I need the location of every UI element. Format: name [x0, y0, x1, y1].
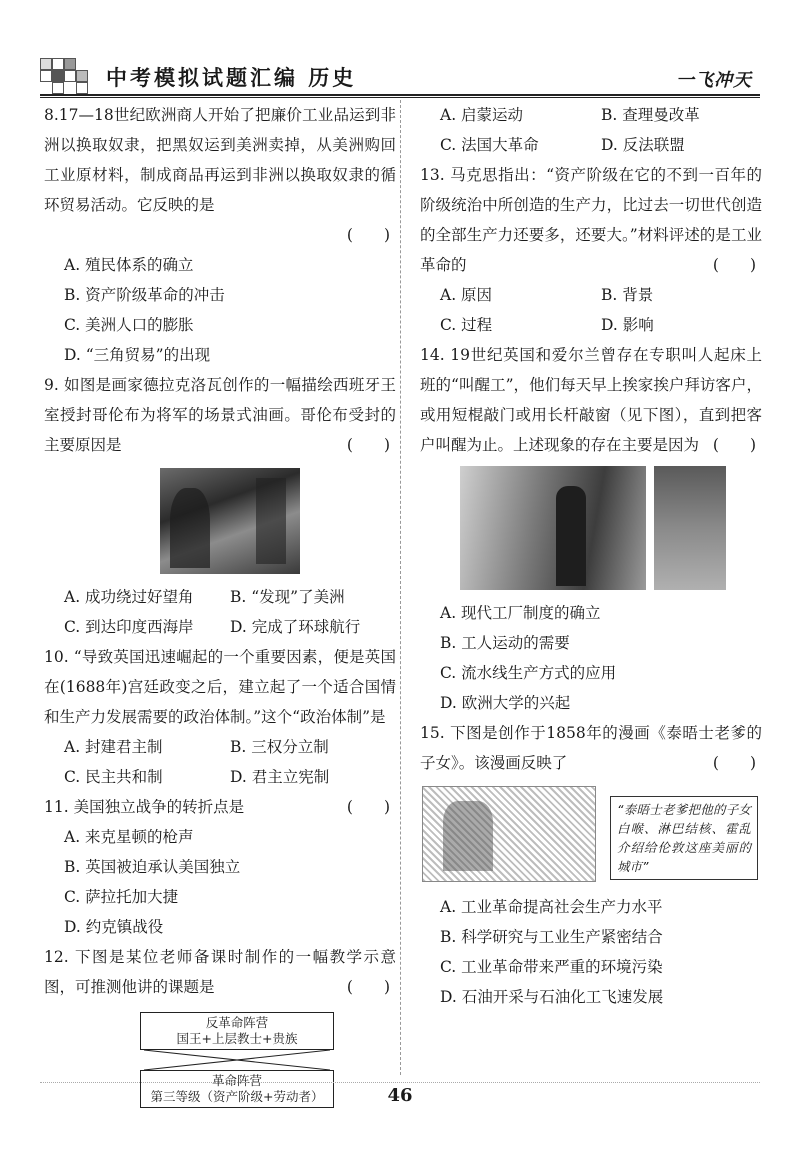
- right-column: [420, 100, 762, 1012]
- knocker-up-photo-left: [460, 466, 646, 590]
- option-a: A. 成功绕过好望角: [64, 588, 194, 606]
- question-9: [44, 370, 396, 642]
- question-13-stem: [420, 160, 762, 280]
- option-c: C. 民主共和制: [64, 768, 163, 786]
- footer-rule: [40, 1082, 760, 1083]
- option-d: D. “三角贸易”的出现: [64, 346, 211, 364]
- answer-bracket: ( ): [712, 256, 756, 274]
- option-c: C. 萨拉托加大捷: [64, 888, 179, 906]
- knocker-up-photo-right: [654, 466, 726, 590]
- option-b: B. 英国被迫承认美国独立: [64, 858, 241, 876]
- answer-bracket: ( ): [712, 436, 756, 454]
- options-row: [44, 762, 396, 792]
- question-11-text: 11. 美国独立战争的转折点是: [44, 798, 245, 816]
- question-14-text: 14. 19世纪英国和爱尔兰曾存在专职叫人起床上班的“叫醒工”，他们每天早上挨家挨户拜访客户，或用短棍敲门或用长杆敲窗（见下图），直到把客户叫醒为止。上述现象的存在主要是因为: [420, 346, 762, 454]
- answer-bracket: ( ): [346, 798, 390, 816]
- diagram-cross-arrows: [140, 1050, 334, 1070]
- question-12-options: [420, 100, 762, 160]
- option-c: C. 过程: [440, 316, 493, 334]
- option-b: B. 科学研究与工业生产紧密结合: [440, 928, 663, 946]
- options-row: [420, 280, 762, 310]
- diagram-box-subtitle: 国王+上层教士+贵族: [176, 1031, 298, 1046]
- question-10: [44, 642, 396, 792]
- question-14: [420, 340, 762, 718]
- options-row: [420, 130, 762, 160]
- question-15-stem: [420, 718, 762, 778]
- options-row: [44, 732, 396, 762]
- option-d: D. 石油开采与石油化工飞速发展: [440, 988, 664, 1006]
- question-9-text: 9. 如图是画家德拉克洛瓦创作的一幅描绘西班牙王室授封哥伦布为将军的场景式油画。哥伦布受封的主要原因是: [44, 376, 396, 454]
- option-c: C. 美洲人口的膨胀: [64, 316, 194, 334]
- header-decoration: [40, 58, 100, 92]
- option-b: B. “发现”了美洲: [230, 588, 345, 606]
- question-15: [420, 718, 762, 1012]
- question-14-stem: [420, 340, 762, 460]
- diagram-box-title: 反革命阵营: [205, 1015, 269, 1030]
- option-c: C. 法国大革命: [440, 136, 539, 154]
- options-row: [420, 100, 762, 130]
- option-d: D. 反法联盟: [601, 136, 685, 154]
- option-a: A. 启蒙运动: [440, 106, 524, 124]
- option-a: A. 来克星顿的枪声: [64, 828, 194, 846]
- thames-cartoon: [422, 786, 762, 886]
- columbus-painting-image: [160, 468, 300, 574]
- options-row: [44, 582, 396, 612]
- option-c: C. 工业革命带来严重的环境污染: [440, 958, 663, 976]
- answer-bracket: ( ): [346, 436, 390, 454]
- header-rule: [40, 94, 760, 96]
- question-10-stem: 10. “导致英国迅速崛起的一个重要因素，便是英国在(1688年)宫廷政变之后，建立起了一个适合国情和生产力发展需要的政治体制。”这个“政治体制”是: [44, 648, 396, 726]
- option-b: B. 资产阶级革命的冲击: [64, 286, 225, 304]
- option-c: C. 到达印度西海岸: [64, 618, 194, 636]
- left-column: [44, 100, 396, 1112]
- option-d: D. 欧洲大学的兴起: [440, 694, 571, 712]
- option-a: A. 封建君主制: [64, 738, 163, 756]
- header-rule-thin: [40, 97, 760, 98]
- cartoon-image: [422, 786, 596, 882]
- option-c: C. 流水线生产方式的应用: [440, 664, 617, 682]
- option-d: D. 完成了环球航行: [230, 618, 361, 636]
- cartoon-caption-quote: “泰晤士老爹把他的子女白喉、淋巴结核、霍乱介绍给伦敦这座美丽的城市”: [610, 796, 758, 880]
- options-row: [44, 612, 396, 642]
- question-8-stem: 8.17—18世纪欧洲商人开始了把廉价工业品运到非洲以换取奴隶，把黑奴运到美洲卖掉，从美洲购回工业原材料，制成商品再运到非洲以换取奴隶的循环贸易活动。它反映的是: [44, 106, 396, 214]
- question-15-text: 15. 下图是创作于1858年的漫画《泰晤士老爹的子女》。该漫画反映了: [420, 724, 762, 772]
- question-12-stem: [44, 942, 396, 1002]
- diagram-box-title: 革命阵营: [211, 1073, 262, 1088]
- option-a: A. 殖民体系的确立: [64, 256, 194, 274]
- answer-bracket: ( ): [346, 226, 390, 244]
- option-d: D. 约克镇战役: [64, 918, 164, 936]
- header-brand: 一飞冲天: [676, 70, 752, 91]
- option-d: D. 影响: [601, 316, 654, 334]
- diagram-box-subtitle: 第三等级（资产阶级+劳动者）: [150, 1089, 324, 1104]
- page-header: [0, 0, 800, 100]
- option-a: A. 现代工厂制度的确立: [440, 604, 601, 622]
- option-b: B. 工人运动的需要: [440, 634, 570, 652]
- option-b: B. 背景: [601, 286, 654, 304]
- option-d: D. 君主立宪制: [230, 768, 330, 786]
- question-12-text: 12. 下图是某位老师备课时制作的一幅教学示意图，可推测他讲的课题是: [44, 948, 396, 996]
- column-divider: [400, 100, 401, 1075]
- option-b: B. 查理曼改革: [601, 106, 700, 124]
- answer-bracket: ( ): [712, 754, 756, 772]
- question-13: [420, 160, 762, 340]
- page-number: 46: [387, 1085, 413, 1106]
- question-13-text: 13. 马克思指出：“资产阶级在它的不到一百年的阶级统治中所创造的生产力，比过去一切世代创造的全部生产力还要多，还要大。”材料评述的是工业革命的: [420, 166, 762, 274]
- knocker-up-photo: [460, 466, 726, 590]
- option-a: A. 原因: [440, 286, 493, 304]
- header-title: 中考模拟试题汇编 历史: [106, 65, 357, 90]
- question-11: [44, 792, 396, 942]
- question-9-stem: [44, 370, 396, 460]
- answer-bracket: ( ): [346, 978, 390, 996]
- question-8: [44, 100, 396, 370]
- options-row: [420, 310, 762, 340]
- question-11-stem: [44, 792, 396, 822]
- option-a: A. 工业革命提高社会生产力水平: [440, 898, 663, 916]
- diagram-box-counter-revolution: [140, 1012, 334, 1050]
- option-b: B. 三权分立制: [230, 738, 329, 756]
